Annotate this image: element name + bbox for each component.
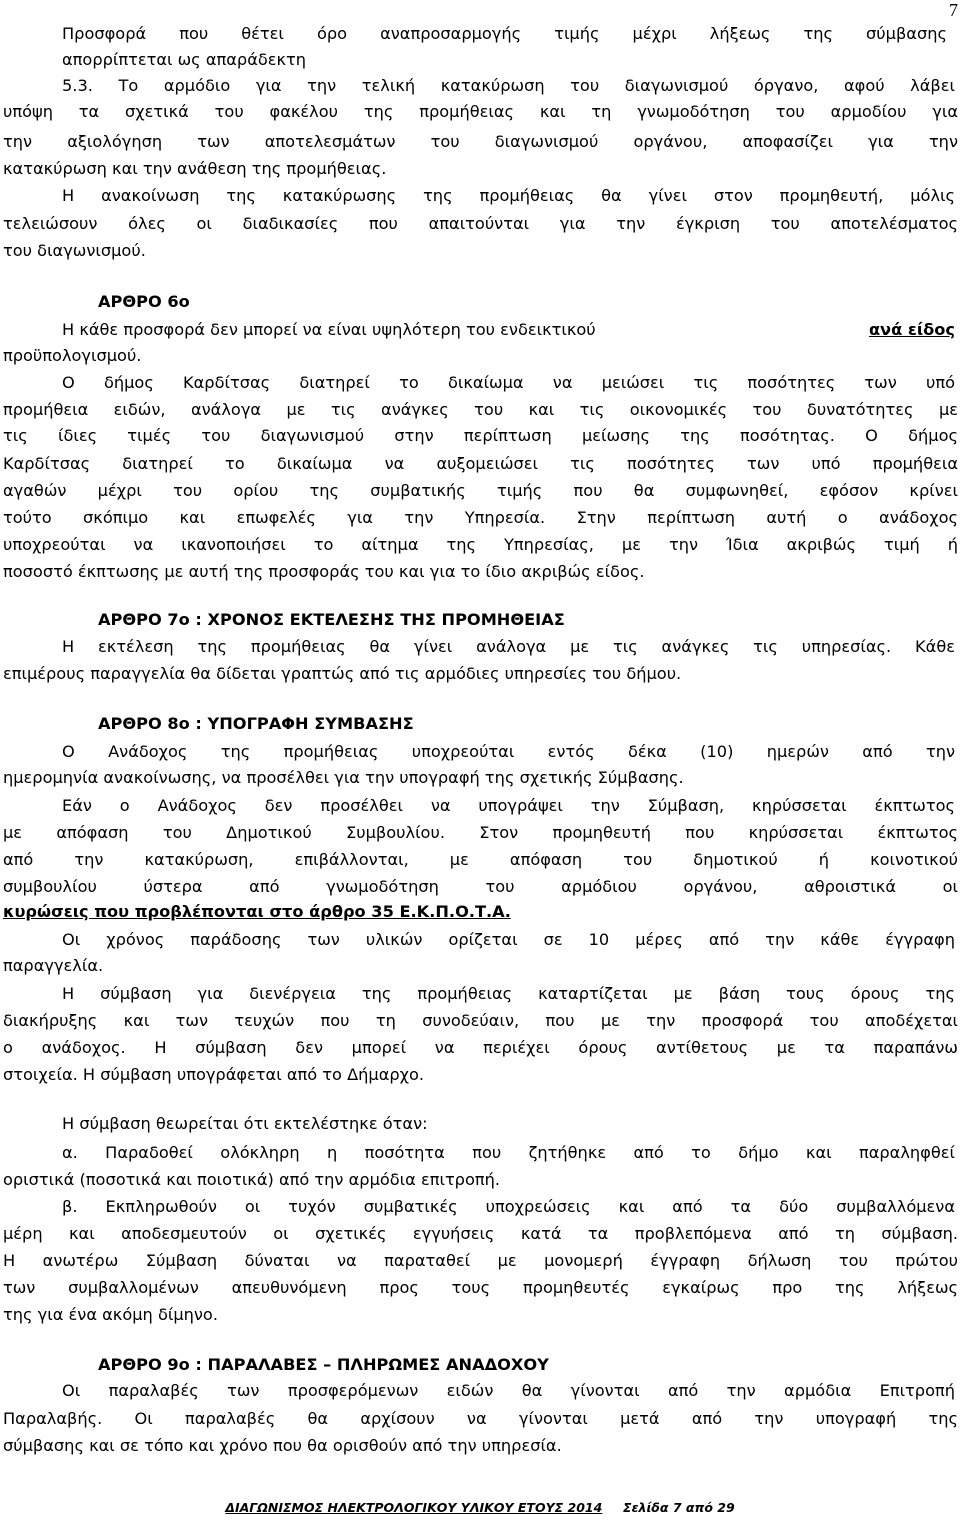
- text-line: τις ίδιες τιμές του διαγωνισμού στην περίπτωση μείωσης της ποσότητας. Ο δήμος: [3, 426, 958, 445]
- text-line: ο ανάδοχος. Η σύμβαση δεν μπορεί να περιέχει όρους αντίθετους με τα παραπάνω: [3, 1038, 958, 1057]
- text-line: τελειώσουν όλες οι διαδικασίες που απαιτούνται για την έγκριση του αποτελέσματος: [3, 214, 958, 233]
- text-line: Προσφορά που θέτει όρο αναπροσαρμογής τιμής μέχρι λήξεως της σύμβασης: [62, 24, 947, 43]
- emphasis-line: κυρώσεις που προβλέπονται στο άρθρο 35 Ε.Κ.Π.Ο.Τ.Α.: [3, 902, 511, 921]
- text-line: διακήρυξης και των τευχών που τη συνοδεύαιν, που με την προσφορά του αποδέχεται: [3, 1011, 958, 1030]
- emphasis-text: ανά είδος: [868, 320, 955, 339]
- text-line: μέρη και αποδεσμευτούν οι σχετικές εγγυήσεις κατά τα προβλεπόμενα από τη σύμβαση.: [3, 1224, 958, 1243]
- text-line: Η ανωτέρω Σύμβαση δύναται να παραταθεί με μονομερή έγγραφη δήλωση του πρώτου: [3, 1251, 958, 1270]
- text-line: Παραλαβής. Οι παραλαβές θα αρχίσουν να γίνονται μετά από την υπογραφή της: [3, 1409, 958, 1428]
- text-line: στοιχεία. Η σύμβαση υπογράφεται από το Δήμαρχο.: [3, 1065, 425, 1084]
- text-line: των συμβαλλομένων απευθυνόμενη προς τους προμηθευτές εγκαίρως προ της λήξεως: [3, 1278, 958, 1297]
- text-line: της για ένα ακόμη δίμηνο.: [3, 1305, 218, 1324]
- text-line: Ο Ανάδοχος της προμήθειας υποχρεούται εντός δέκα (10) ημερών από την: [62, 742, 955, 761]
- text-line: Η ανακοίνωση της κατακύρωσης της προμήθειας θα γίνει στον προμηθευτή, μόλις: [62, 186, 955, 205]
- text-line: οριστικά (ποσοτικά και ποιοτικά) από την αρμόδια επιτροπή.: [3, 1170, 501, 1189]
- text-line: ποσοστό έκπτωσης με αυτή της προσφοράς του και για το ίδιο ακριβώς είδος.: [3, 562, 645, 581]
- text-line: προϋπολογισμού.: [3, 346, 142, 365]
- footer-page: Σελίδα 7 από 29: [623, 1500, 735, 1515]
- article-9-heading: ΑΡΘΡΟ 9ο : ΠΑΡΑΛΑΒΕΣ – ΠΛΗΡΩΜΕΣ ΑΝΑΔΟΧΟΥ: [98, 1355, 549, 1374]
- text-line: α. Παραδοθεί ολόκληρη η ποσότητα που ζητήθηκε από το δήμο και παραληφθεί: [62, 1143, 955, 1162]
- text-line: Οι παραλαβές των προσφερόμενων ειδών θα γίνονται από την αρμόδια Επιτροπή: [62, 1381, 955, 1400]
- text-line: τούτο σκόπιμο και επωφελές για την Υπηρεσία. Στην περίπτωση αυτή ο ανάδοχος: [3, 508, 958, 527]
- text-line: υπόψη τα σχετικά του φακέλου της προμήθειας και τη γνωμοδότηση του αρμοδίου για: [3, 102, 958, 121]
- text-line: απορρίπτεται ως απαράδεκτη: [62, 50, 307, 69]
- text-line: ημερομηνία ανακοίνωσης, να προσέλθει για την υπογραφή της σχετικής Σύμβασης.: [3, 768, 684, 787]
- text-line: 5.3. Το αρμόδιο για την τελική κατακύρωση του διαγωνισμού όργανο, αφού λάβει: [62, 76, 955, 95]
- text-line: Η εκτέλεση της προμήθειας θα γίνει ανάλογα με τις ανάγκες τις υπηρεσίας. Κάθε: [62, 637, 955, 656]
- text-line: του διαγωνισμού.: [3, 241, 146, 260]
- text-line: Εάν ο Ανάδοχος δεν προσέλθει να υπογράψει την Σύμβαση, κηρύσσεται έκπτωτος: [62, 796, 955, 815]
- text-line: [62, 316, 955, 344]
- article-7-heading: ΑΡΘΡΟ 7ο : ΧΡΟΝΟΣ ΕΚΤΕΛΕΣΗΣ ΤΗΣ ΠΡΟΜΗΘΕΙΑΣ: [98, 610, 565, 629]
- article-8-heading: ΑΡΘΡΟ 8ο : ΥΠΟΓΡΑΦΗ ΣΥΜΒΑΣΗΣ: [98, 714, 414, 733]
- text-line: β. Εκπληρωθούν οι τυχόν συμβατικές υποχρεώσεις και από τα δύο συμβαλλόμενα: [62, 1197, 955, 1216]
- text-span: Η κάθε προσφορά δεν μπορεί να είναι υψηλότερη του ενδεικτικού: [62, 320, 596, 339]
- text-line: κατακύρωση και την ανάθεση της προμήθειας.: [3, 159, 387, 178]
- text-line: Οι χρόνος παράδοσης των υλικών ορίζεται σε 10 μέρες από την κάθε έγγραφη: [62, 930, 955, 949]
- text-line: σύμβασης και σε τόπο και χρόνο που θα ορισθούν από την υπηρεσία.: [3, 1436, 562, 1455]
- text-line: από την κατακύρωση, επιβάλλονται, με απόφαση του δημοτικού ή κοινοτικού: [3, 850, 958, 869]
- article-6-heading: ΑΡΘΡΟ 6ο: [98, 292, 190, 311]
- text-line: επιμέρους παραγγελία θα δίδεται γραπτώς από τις αρμόδιες υπηρεσίες του δήμου.: [3, 664, 682, 683]
- text-line: την αξιολόγηση των αποτελεσμάτων του διαγωνισμού οργάνου, αποφασίζει για την: [3, 132, 958, 151]
- text-line: Καρδίτσας διατηρεί το δικαίωμα να αυξομειώσει τις ποσότητες των υπό προμήθεια: [3, 454, 958, 473]
- page-footer: [0, 1500, 960, 1515]
- text-line: συμβουλίου ύστερα από γνωμοδότηση του αρμόδιου οργάνου, αθροιστικά οι: [3, 877, 958, 896]
- text-line: Η σύμβαση θεωρείται ότι εκτελέστηκε όταν:: [62, 1114, 428, 1133]
- text-line: παραγγελία.: [3, 956, 104, 975]
- footer-title: ΔΙΑΓΩΝΙΣΜΟΣ ΗΛΕΚΤΡΟΛΟΓΙΚΟΥ ΥΛΙΚΟΥ ΕΤΟΥΣ 2014: [225, 1500, 603, 1515]
- text-line: Ο δήμος Καρδίτσας διατηρεί το δικαίωμα να μειώσει τις ποσότητες των υπό: [62, 373, 955, 392]
- text-line: αγαθών μέχρι του ορίου της συμβατικής τιμής που θα συμφωνηθεί, εφόσον κρίνει: [3, 481, 958, 500]
- text-line: Η σύμβαση για διενέργεια της προμήθειας καταρτίζεται με βάση τους όρους της: [62, 984, 955, 1003]
- text-line: με απόφαση του Δημοτικού Συμβουλίου. Στον προμηθευτή που κηρύσσεται έκπτωτος: [3, 823, 958, 842]
- text-line: προμήθεια ειδών, ανάλογα με τις ανάγκες του και τις οικονομικές του δυνατότητες με: [3, 400, 958, 419]
- text-line: υποχρεούται να ικανοποιήσει το αίτημα της Υπηρεσίας, με την Ίδια ακριβώς τιμή ή: [3, 535, 958, 554]
- page-number: 7: [949, 0, 958, 20]
